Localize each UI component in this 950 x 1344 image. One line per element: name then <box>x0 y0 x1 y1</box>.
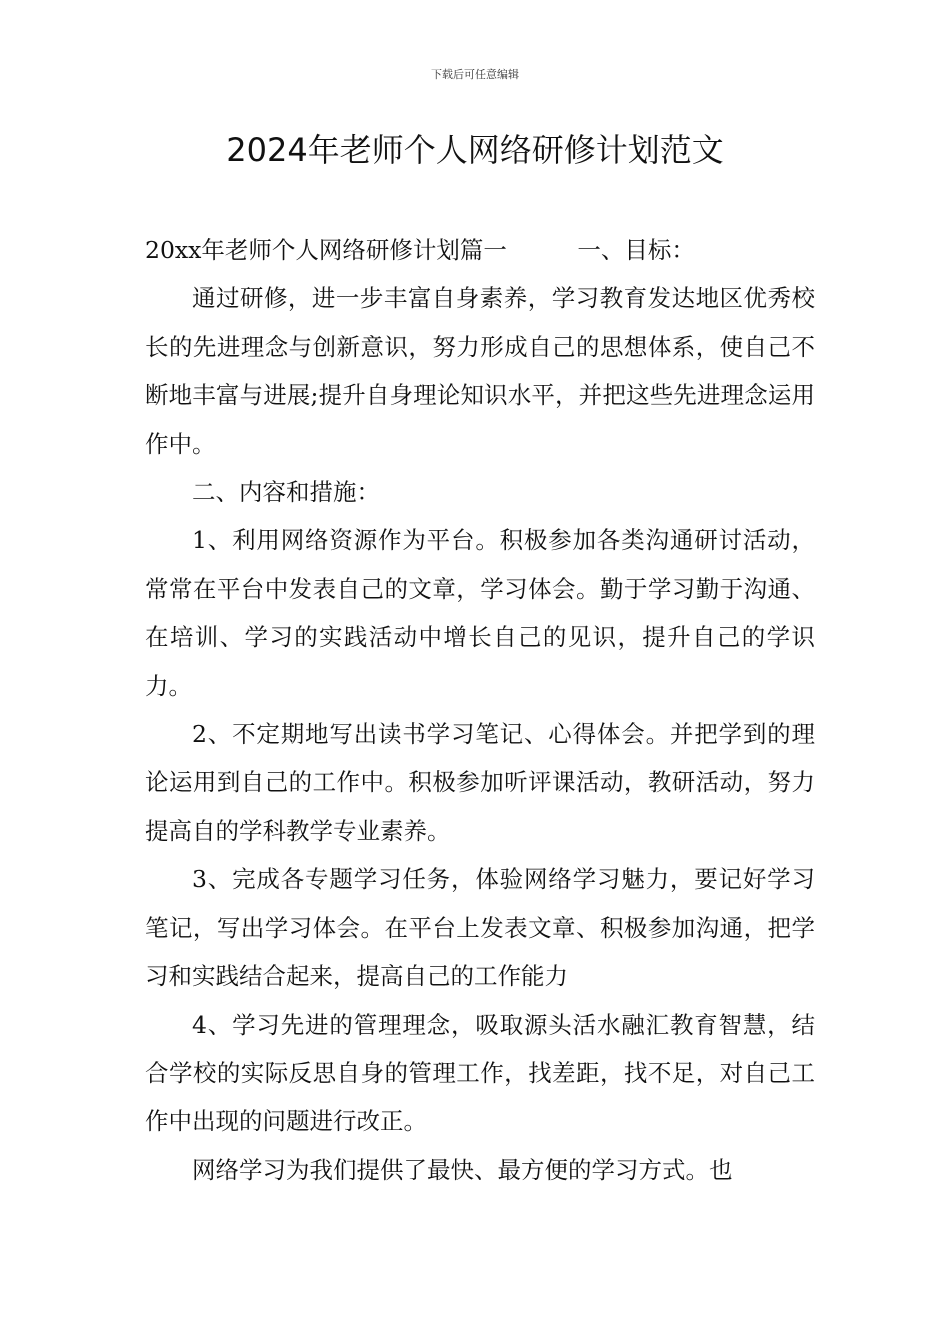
paragraph-item-2: 2、不定期地写出读书学习笔记、心得体会。并把学到的理论运用到自己的工作中。积极参加听评课活动，教研活动，努力提高自的学科教学专业素养。 <box>145 720 815 845</box>
document-body <box>145 226 815 1194</box>
paragraph-section-heading: 二、内容和措施： <box>192 478 380 507</box>
paragraph-item-4: 4、学习先进的管理理念，吸取源头活水融汇教育智慧，结合学校的实际反思自身的管理工作，找差距，找不足，对自己工作中出现的问题进行改正。 <box>145 1010 815 1136</box>
document-title: 2024年老师个人网络研修计划范文 <box>226 131 724 169</box>
paragraph-intro: 20xx年老师个人网络研修计划篇一 一、目标： <box>145 236 695 264</box>
paragraph-item-3: 3、完成各专题学习任务，体验网络学习魅力，要记好学习笔记，写出学习体会。在平台上发表文章、积极参加沟通，把学习和实践结合起来，提高自己的工作能力 <box>145 865 815 991</box>
page-header-note: 下载后可任意编辑 <box>431 68 519 81</box>
paragraph-item-1: 1、利用网络资源作为平台。积极参加各类沟通研讨活动，常常在平台中发表自己的文章，学习体会。勤于学习勤于沟通、在培训、学习的实践活动中增长自己的见识，提升自己的学识力。 <box>145 526 815 700</box>
paragraph-closing: 网络学习为我们提供了最快、最方便的学习方式。也 <box>192 1155 733 1184</box>
paragraph-goal: 通过研修，进一步丰富自身素养，学习教育发达地区优秀校长的先进理念与创新意识，努力形成自己的思想体系，使自己不断地丰富与进展;提升自身理论知识水平，并把这些先进理念运用作中。 <box>145 284 815 458</box>
